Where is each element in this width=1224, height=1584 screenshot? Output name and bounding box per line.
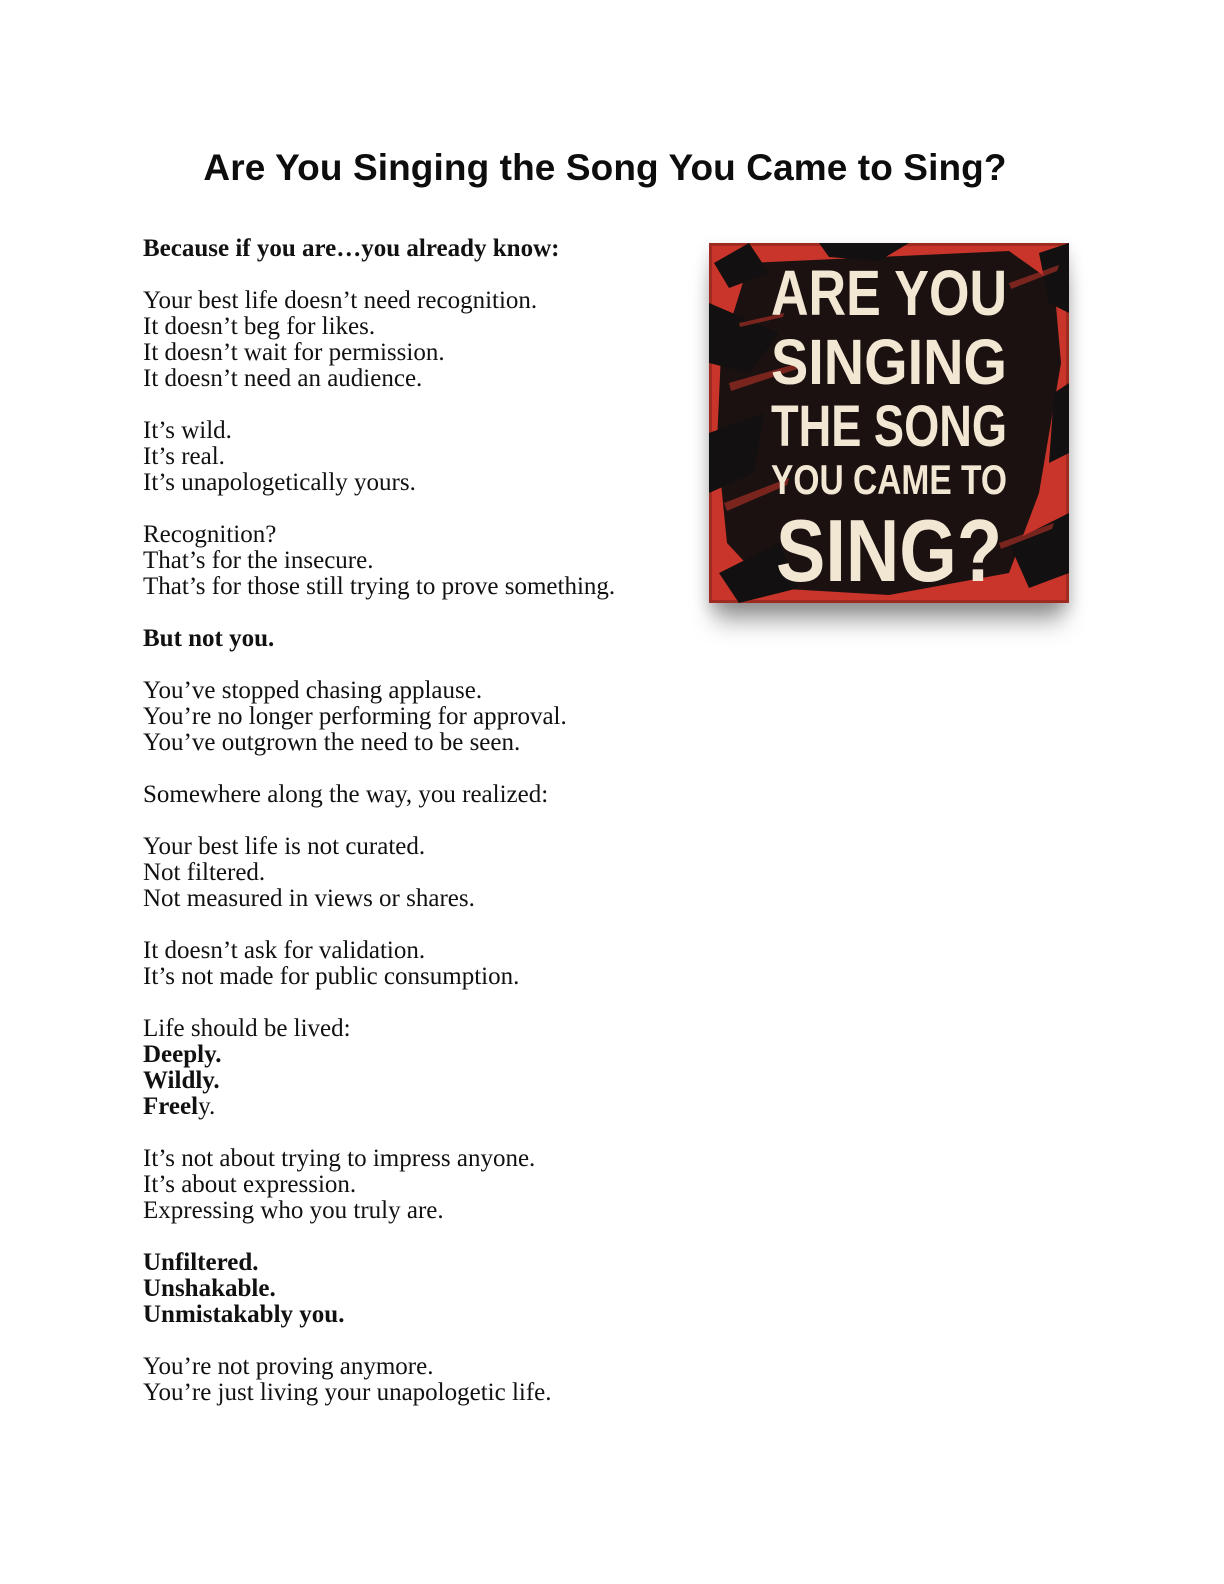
intro-stanza — [143, 236, 683, 262]
text-line-bold: Deeply. — [143, 1041, 222, 1068]
text-line: Expressing who you truly are. — [143, 1197, 444, 1224]
text-line: You’re no longer performing for approval. — [143, 703, 567, 730]
text-line: You’re not proving anymore. — [143, 1353, 434, 1380]
text-line: Not filtered. — [143, 859, 266, 886]
text-line: Your best life is not curated. — [143, 833, 426, 860]
stanza-but-not-you — [143, 626, 683, 652]
stanza-curated — [143, 834, 683, 912]
text-line-bold: Unfiltered. — [143, 1249, 259, 1276]
text-line: You’ve outgrown the need to be seen. — [143, 729, 521, 756]
stanza-insecure — [143, 522, 683, 600]
stanza-expression — [143, 1146, 683, 1224]
text-line: Life should be lived: — [143, 1015, 351, 1042]
freely-regular-part: y. — [198, 1093, 216, 1120]
poster-line-1: ARE YOU — [771, 257, 1007, 329]
text-line: It doesn’t beg for likes. — [143, 313, 376, 340]
text-line: It’s wild. — [143, 417, 232, 444]
text-line: It’s about expression. — [143, 1171, 357, 1198]
stanza-closing — [143, 1354, 683, 1406]
text-line-bold: Unmistakably you. — [143, 1301, 345, 1328]
text-line: Not measured in views or shares. — [143, 885, 475, 912]
text-line-bold: Wildly. — [143, 1067, 220, 1094]
text-line: It’s real. — [143, 443, 225, 470]
stanza-applause — [143, 678, 683, 756]
text-line-bold: Unshakable. — [143, 1275, 276, 1302]
text-line: You’ve stopped chasing applause. — [143, 677, 483, 704]
stanza-recognition — [143, 288, 683, 392]
intro-line: Because if you are…you already know: — [143, 235, 560, 262]
freely-bold-part: Freel — [143, 1093, 199, 1120]
poster-line-2: SINGING — [771, 326, 1007, 398]
text-line: It doesn’t need an audience. — [143, 365, 423, 392]
stanza-wild — [143, 418, 683, 496]
poster-line-4: YOU CAME TO — [771, 456, 1007, 503]
text-line: You’re just living your unapologetic life. — [143, 1379, 552, 1406]
poster-line-3: THE SONG — [771, 394, 1007, 459]
stanza-realized — [143, 782, 683, 808]
text-line: It’s unapologetically yours. — [143, 469, 416, 496]
stanza-unfiltered — [143, 1250, 683, 1328]
poster-lettering — [771, 257, 1007, 600]
text-line: It doesn’t ask for validation. — [143, 937, 426, 964]
body-text — [143, 236, 683, 1432]
text-line: That’s for the insecure. — [143, 547, 374, 574]
poster-graphic — [709, 243, 1069, 603]
text-line: It’s not about trying to impress anyone. — [143, 1145, 536, 1172]
stanza-validation — [143, 938, 683, 990]
poster-line-5: SING? — [776, 501, 1002, 600]
page-title: Are You Singing the Song You Came to Sing? — [203, 147, 1007, 188]
text-line: Your best life doesn’t need recognition. — [143, 287, 538, 314]
text-line: It doesn’t wait for permission. — [143, 339, 445, 366]
text-line: Recognition? — [143, 521, 277, 548]
stanza-lived — [143, 1016, 683, 1120]
freely-line — [143, 1094, 683, 1120]
text-line: Somewhere along the way, you realized: — [143, 781, 549, 808]
text-line: It’s not made for public consumption. — [143, 963, 520, 990]
poster-image — [709, 243, 1069, 603]
text-line: That’s for those still trying to prove something. — [143, 573, 616, 600]
text-line-bold: But not you. — [143, 625, 275, 652]
